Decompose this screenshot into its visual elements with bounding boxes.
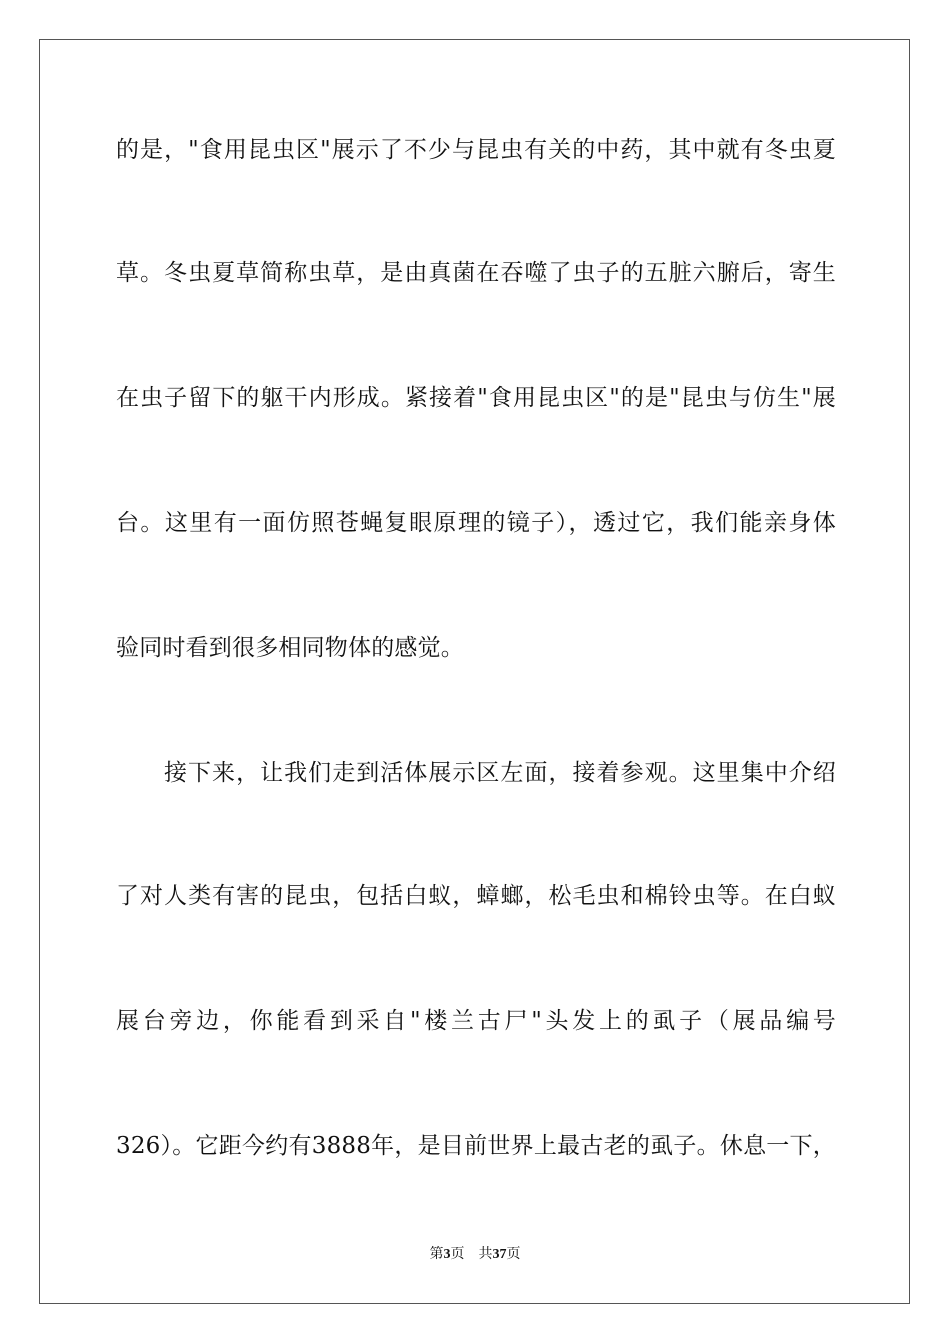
total-unit: 页	[506, 1246, 521, 1262]
body-line-7: 了对人类有害的昆虫，包括白蚁，蟑螂，松毛虫和棉铃虫等。在白蚁	[116, 883, 836, 909]
body-line-9: 326）。它距今约有3888年，是目前世界上最古老的虱子。休息一下，	[116, 1133, 836, 1159]
body-line-1: 的是，"食用昆虫区"展示了不少与昆虫有关的中药，其中就有冬虫夏	[116, 137, 836, 163]
page-unit: 页	[450, 1246, 465, 1262]
body-line-5: 验同时看到很多相同物体的感觉。	[116, 635, 464, 661]
body-line-3: 在虫子留下的躯干内形成。紧接着"食用昆虫区"的是"昆虫与仿生"展	[116, 385, 836, 411]
total-prefix: 共	[478, 1246, 493, 1262]
body-line-8: 展台旁边，你能看到采自"楼兰古尸"头发上的虱子（展品编号	[116, 1008, 836, 1034]
page-prefix: 第	[429, 1246, 444, 1262]
page-total: 37	[492, 1247, 507, 1262]
page-footer	[0, 1245, 950, 1264]
body-line-4: 台。这里有一面仿照苍蝇复眼原理的镜子），透过它，我们能亲身体	[116, 510, 836, 536]
page-current: 3	[443, 1247, 451, 1262]
body-line-2: 草。冬虫夏草简称虫草，是由真菌在吞噬了虫子的五脏六腑后，寄生	[116, 260, 836, 286]
paragraph-2-first-line: 接下来，让我们走到活体展示区左面，接着参观。这里集中介绍	[164, 760, 836, 786]
page-border	[39, 39, 910, 1304]
